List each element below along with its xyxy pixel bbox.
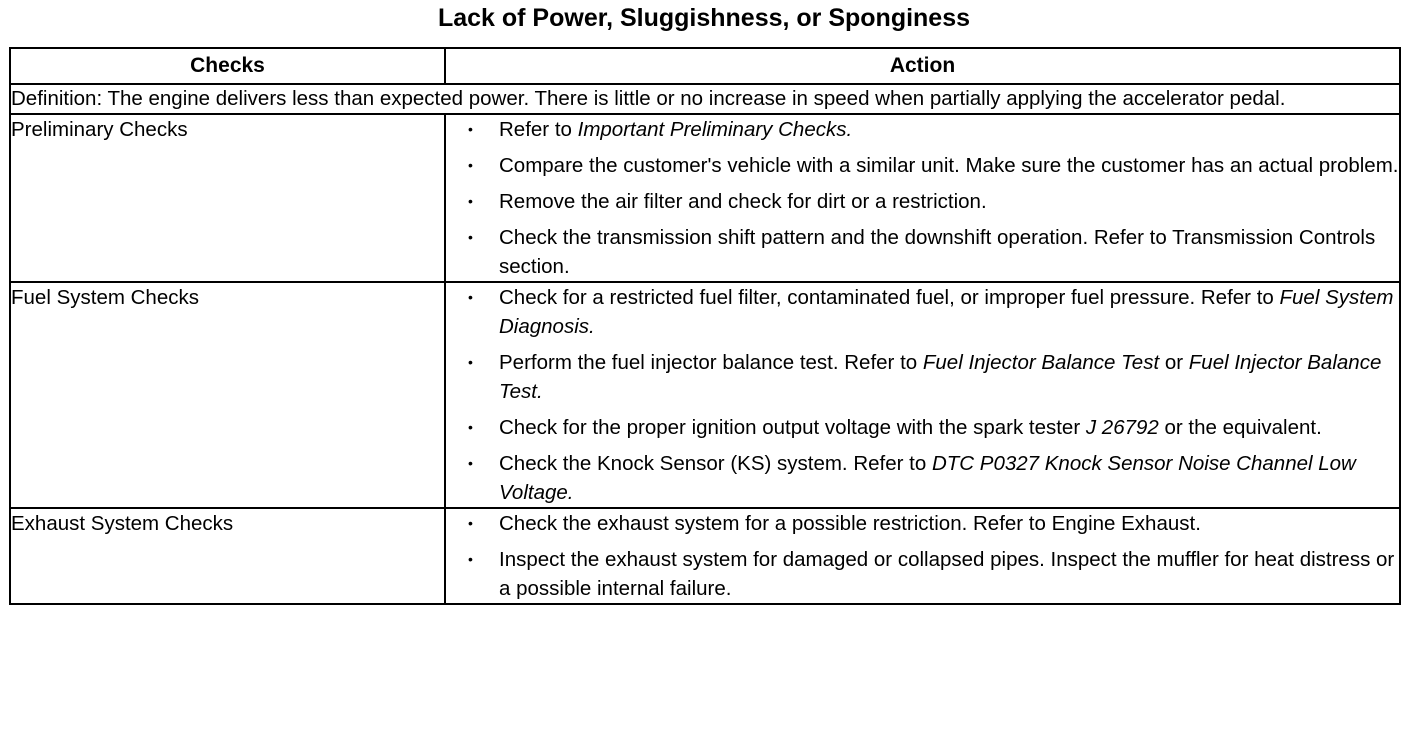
bullet-icon: •	[468, 121, 473, 137]
page-title: Lack of Power, Sluggishness, or Sponginess	[437, 4, 971, 32]
action-text: Perform the fuel injector balance test. Refer to	[499, 351, 923, 374]
action-text: or the equivalent.	[1158, 416, 1322, 439]
list-item	[446, 449, 1399, 507]
table-row	[10, 114, 1400, 282]
action-text: Compare the customer's vehicle with a similar unit. Make sure the customer has an actual problem.	[499, 154, 1399, 177]
action-list	[446, 115, 1399, 281]
action-text: Check for the proper ignition output voltage with the spark tester	[499, 416, 1086, 439]
bullet-icon: •	[468, 455, 473, 471]
action-cell	[445, 114, 1400, 282]
table-header-row	[10, 48, 1400, 84]
bullet-icon: •	[468, 193, 473, 209]
table-row	[10, 508, 1400, 604]
definition-text: Definition: The engine delivers less than expected power. There is little or no increase in speed when partially applying the accelerator pedal.	[10, 84, 1400, 114]
action-text: or	[1159, 351, 1189, 374]
reference-text: Important Preliminary Checks.	[577, 118, 853, 141]
checks-column-header: Checks	[10, 48, 445, 84]
action-list	[446, 283, 1399, 507]
action-text: Refer to	[499, 118, 578, 141]
list-item	[446, 151, 1399, 180]
reference-text: DTC P0327 Knock Sensor Noise Channel Low Voltage.	[499, 452, 1356, 504]
list-item	[446, 545, 1399, 603]
definition-row	[10, 84, 1400, 114]
action-text: Check the Knock Sensor (KS) system. Refer to	[499, 452, 932, 475]
action-text: Remove the air filter and check for dirt or a restriction.	[499, 190, 987, 213]
bullet-icon: •	[468, 354, 473, 370]
action-cell	[445, 282, 1400, 508]
action-text: Check for a restricted fuel filter, contaminated fuel, or improper fuel pressure. Refer to	[499, 286, 1280, 309]
check-name: Fuel System Checks	[10, 282, 445, 508]
bullet-icon: •	[468, 289, 473, 305]
reference-text: Fuel Injector Balance Test	[922, 351, 1160, 374]
bullet-icon: •	[468, 551, 473, 567]
bullet-icon: •	[468, 157, 473, 173]
list-item	[446, 509, 1399, 538]
action-list	[446, 509, 1399, 603]
check-name: Exhaust System Checks	[10, 508, 445, 604]
reference-text: J 26792	[1085, 416, 1159, 439]
bullet-icon: •	[468, 419, 473, 435]
check-name: Preliminary Checks	[10, 114, 445, 282]
diagnosis-table	[9, 47, 1401, 605]
bullet-icon: •	[468, 229, 473, 245]
list-item	[446, 348, 1399, 406]
list-item	[446, 223, 1399, 281]
list-item	[446, 283, 1399, 341]
bullet-icon: •	[468, 515, 473, 531]
reference-text: Fuel System Diagnosis.	[499, 286, 1394, 338]
list-item	[446, 413, 1399, 442]
action-text: Inspect the exhaust system for damaged or collapsed pipes. Inspect the muffler for heat distress or a possible internal failure.	[499, 548, 1395, 600]
list-item	[446, 115, 1399, 144]
action-cell	[445, 508, 1400, 604]
action-text: Check the exhaust system for a possible restriction. Refer to Engine Exhaust.	[499, 512, 1201, 535]
action-column-header: Action	[445, 48, 1400, 84]
table-row	[10, 282, 1400, 508]
reference-text: Fuel Injector Balance Test.	[499, 351, 1382, 403]
action-text: Check the transmission shift pattern and the downshift operation. Refer to Transmission Controls section.	[499, 226, 1376, 278]
list-item	[446, 187, 1399, 216]
